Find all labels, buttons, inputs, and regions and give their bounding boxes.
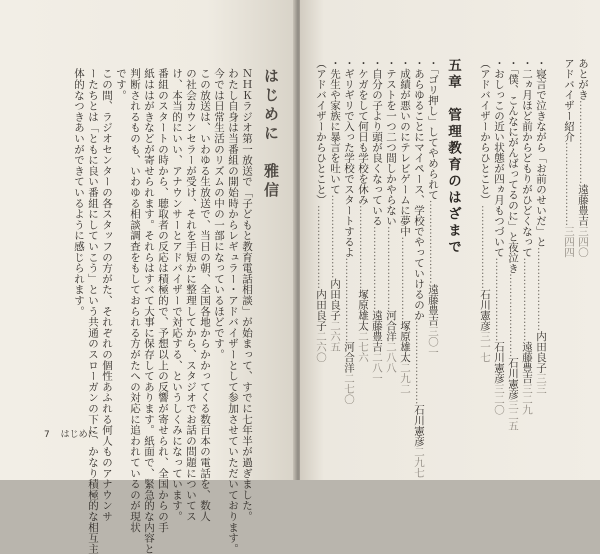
toc-entry <box>370 58 384 420</box>
toc-entry-title: ・ケガをして何日も学校を休み <box>357 58 369 205</box>
essay-body <box>2 68 280 554</box>
toc-spacer <box>464 58 478 420</box>
toc-entry-title: （アドバイザーからひとこと） <box>479 58 491 205</box>
toc-entry-page: 三四四 <box>563 226 575 258</box>
toc-entry-page: 二七六 <box>357 331 369 363</box>
toc-leader: …………………… <box>507 273 519 358</box>
toc-entry <box>520 58 534 420</box>
essay-line: ーたちとは「ともに良い番組にしていこう」という共通のスローガンの下に、かなり積極的な相互主 <box>87 68 99 554</box>
toc-entry-title: 五章 管理教育のはざまで <box>445 58 461 256</box>
toc-entry-title: ・あらゆることにマイペース、学校でやっていけるのか <box>413 58 425 321</box>
toc-leader: …………………… <box>427 199 439 284</box>
essay-line: この間、ラジオセンターの各スタッフの方がた、それぞれの個性あふれる何人ものアナウンサ <box>101 68 113 522</box>
toc-leader: …………………… <box>329 194 341 279</box>
toc-leader: …………………… <box>493 257 505 342</box>
toc-entry-page: 二六〇 <box>315 331 327 363</box>
toc-entry <box>356 58 370 420</box>
essay-line: 番組のスタートの時から、聴取者の反応は積極的で、予想以上の反響が寄せられ、全国からの手 <box>157 68 169 533</box>
essay-line: 今では日常生活のリズムの中の一部になっているほどです。 <box>213 68 225 360</box>
toc-leader: …………………… <box>357 205 369 289</box>
toc-entry-author: 遠藤豊吉 <box>427 283 439 326</box>
toc-leader: …………………… <box>413 320 425 405</box>
toc-entry-author: 塚原雄太 <box>357 289 369 331</box>
toc-entry <box>562 58 576 420</box>
essay-line: 体的なつきあいができているように感じられます。 <box>73 68 85 317</box>
toc-entry-title: ・寝言で泣きながら「お前のせいだ」と <box>535 58 547 247</box>
toc-entry-author: 内田良子 <box>329 278 341 321</box>
toc-entry <box>384 58 398 420</box>
toc-entry-author: 内田良子 <box>315 289 327 331</box>
toc-entry-title: ・成績が悪いのにテレビゲームに夢中 <box>399 58 411 237</box>
toc-entry-page: 二七〇 <box>343 373 355 405</box>
toc-entry-author: 石川憲彦 <box>479 289 491 331</box>
table-of-contents <box>312 58 590 478</box>
essay-line: の社会カウンセラーが受け、それを手短かに整理してから、スタジオでお話の問題についてス <box>185 68 197 522</box>
toc-entry-author: 河合洋 <box>343 341 355 373</box>
toc-leader: …………………… <box>479 205 491 289</box>
essay-line: け、本当的にいい、アナウンサーとアドバイザーで対応する、というしくみになっています。 <box>171 68 183 522</box>
toc-entry <box>492 58 506 420</box>
toc-entry-author: 河合洋 <box>385 310 397 342</box>
toc-entry <box>398 58 412 420</box>
left-page <box>0 0 296 554</box>
toc-entry-page: 三〇一 <box>427 325 439 358</box>
essay-line: です。 <box>115 68 127 101</box>
toc-leader: …………………… <box>563 142 575 226</box>
toc-entry-page: 三四〇 <box>577 226 589 258</box>
toc-leader: …………………… <box>577 100 589 184</box>
toc-entry-title: ・二ヵ月ほど前からどもりがひどくなって <box>521 58 533 258</box>
toc-entry <box>478 58 492 420</box>
folio <box>44 427 97 440</box>
toc-entry-title: アドバイザー紹介 <box>563 58 575 142</box>
toc-entry-title: あとがき <box>577 58 589 100</box>
toc-entry-page: 二八八 <box>385 341 397 373</box>
essay-line: この放送は、いわゆる生放送で、当日の朝、全国各地からかかってくる数百本の電話を、数人 <box>199 68 211 522</box>
toc-entry-page: 二八一 <box>371 352 383 384</box>
toc-entry-page: 三二〇 <box>493 383 505 415</box>
running-head: はじめに <box>60 430 97 440</box>
toc-entry-page: 二九七 <box>413 446 425 478</box>
toc-entry <box>314 58 328 420</box>
essay-line: 紙ははがきなどが寄せられます。それらはすべて大事に保存してあります。紙面で、緊急的な内容と <box>143 68 155 554</box>
toc-entry-author: 石川憲彦 <box>507 357 519 400</box>
toc-leader: …………………… <box>535 247 547 331</box>
right-page <box>300 0 600 480</box>
essay-line: ＮＨＫラジオ第一放送で「子どもと教育電話相談」が始まって、すでに七年半が過ぎました。 <box>241 68 253 522</box>
toc-entry-title: ・先生や家族に暴言を吐いて <box>329 58 341 195</box>
toc-leader: …………………… <box>521 257 533 342</box>
toc-entry <box>426 58 440 420</box>
toc-entry <box>412 58 426 478</box>
toc-leader: …………………… <box>315 205 327 289</box>
toc-entry-author: 塚原雄太 <box>399 320 411 363</box>
toc-entry-author: 遠藤豊吉 <box>521 341 533 384</box>
toc-entry-page: 三二九 <box>521 383 533 415</box>
toc-chapter-title <box>446 58 460 420</box>
essay-heading: はじめに 雅信 <box>262 68 280 201</box>
toc-entry-title: ・「ゴリ押し」してやめられて <box>427 58 439 200</box>
toc-entry-title: （アドバイザーからひとこと） <box>315 58 327 205</box>
toc-entry-title: ・ギリギリで入った学校でスタートするよ <box>343 58 355 258</box>
toc-entry-page: 二九二 <box>399 362 411 394</box>
toc-entry-page: 二六五 <box>329 320 341 352</box>
toc-entry-author: 内田良子 <box>535 331 547 373</box>
toc-entry-author: 石川憲彦 <box>413 404 425 447</box>
essay-line: わたし自身は当番組の開始時からレギュラー・アドバイザーとして参加させていただいております。 <box>227 68 239 554</box>
toc-entry-title: ・おしっこの近い状態が四ヵ月もつづいて <box>493 58 505 258</box>
toc-leader: …………………… <box>399 236 411 321</box>
toc-entry-title: ・テストを一つ二つ間しかやらない <box>385 58 397 226</box>
toc-entry <box>506 58 520 431</box>
toc-entry-page: 三一七 <box>479 331 491 363</box>
toc-leader: …………………… <box>343 257 355 342</box>
toc-entry-author: 遠藤豊吉 <box>577 184 589 226</box>
toc-entry <box>576 58 590 420</box>
toc-leader: …………………… <box>371 226 383 310</box>
toc-entry-title: ・「僕、こんなにがんばってるのに」と夜泣き <box>507 58 519 274</box>
toc-entry-page: 三二五 <box>507 399 519 431</box>
toc-entry <box>328 58 342 420</box>
toc-entry <box>534 58 548 420</box>
toc-leader: …………………… <box>385 226 397 310</box>
toc-entry-title: ・自分の子より頭が良くなっている <box>371 58 383 226</box>
toc-entry-author: 石川憲彦 <box>493 341 505 384</box>
essay-line: 判断されるものも、いわゆる相談調査をもしておられる方がたへの対応に追われているのが現状 <box>129 68 141 533</box>
toc-entry <box>342 58 356 420</box>
toc-entry-page: 三三 <box>535 373 547 394</box>
toc-spacer <box>548 58 562 420</box>
toc-entry-author: 遠藤豊吉 <box>371 310 383 352</box>
page-number: 7 <box>44 430 50 440</box>
